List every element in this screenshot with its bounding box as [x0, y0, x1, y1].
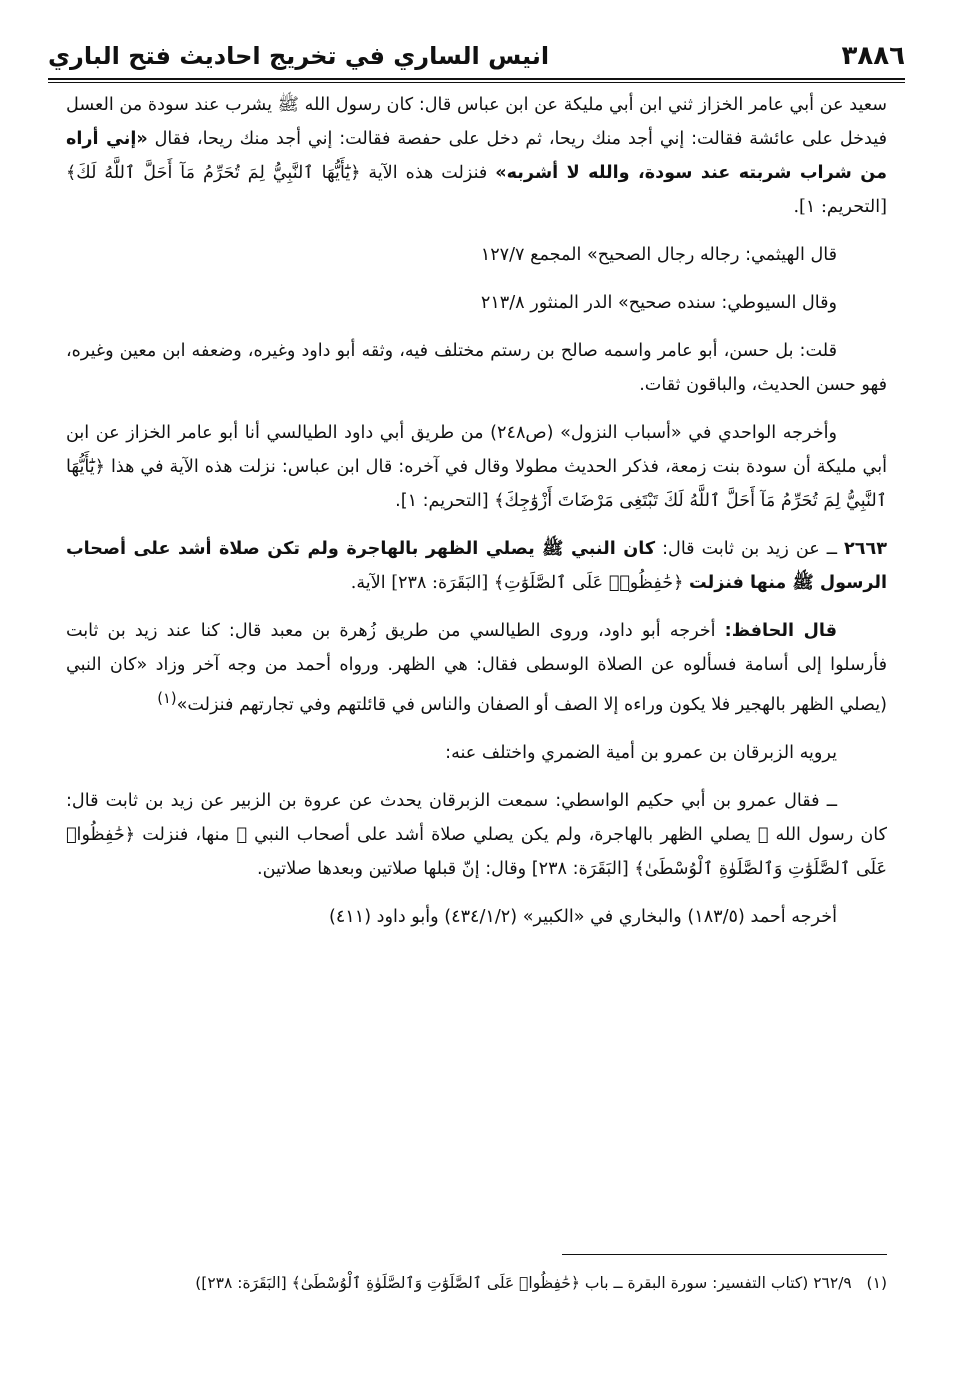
- hadith-number: ٢٦٦٣: [844, 539, 887, 559]
- paragraph-amr-narration: ــ فقال عمرو بن أبي حكيم الواسطي: سمعت الزبرقان يحدث عن عروة بن الزبير عن زيد بن ثابت قال: كان رسول الله ﷺ يصلي الظهر بالهاجرة، ولم يكن يصلي صلاة أشد على أصحاب النبي ﷺ منها، فنزلت ﴿حَٰفِظُوا۟ عَلَى ٱلصَّلَوَٰتِ وَٱلصَّلَوٰةِ ٱلْوُسْطَىٰ﴾ [البَقَرَة: ٢٣٨] وقال: إنّ قبلها صلاتين وبعدها صلاتين.: [66, 790, 887, 879]
- running-header: [48, 36, 905, 76]
- paragraph-suyuti: وقال السيوطي: سنده صحيح» الدر المنثور ٢١٣/٨: [480, 293, 837, 313]
- header-rule: [48, 78, 905, 83]
- book-title: انيس الساري في تخريج احاديث فتح الباري: [48, 42, 550, 70]
- paragraph-hafiz: [66, 614, 887, 722]
- paragraph-wahidi: وأخرجه الواحدي في «أسباب النزول» (ص٢٤٨) من طريق أبي داود الطيالسي أنا أبو عامر الخزاز عن ابن أبي مليكة أن سودة بنت زمعة، فذكر الحديث مطولا وقال في آخره: قال ابن عباس: نزلت هذه الآية في هذا ﴿يَٰٓأَيُّهَا ٱلنَّبِيُّ لِمَ تُحَرِّمُ مَآ أَحَلَّ ٱللَّهُ لَكَ تَبْتَغِى مَرْضَاتَ أَزْوَٰجِكَ﴾ [التحريم: ١].: [66, 423, 887, 511]
- footnote: [66, 1268, 887, 1298]
- hadith-text: كان النبي ﷺ يصلي الظهر بالهاجرة ولم تكن صلاة أشد على أصحاب الرسول ﷺ منها فنزلت: [66, 539, 887, 593]
- paragraph-text: سعيد عن أبي عامر الخزاز ثني ابن أبي مليكة عن ابن عباس قال: كان رسول الله ﷺ يشرب عند سودة من العسل فيدخل على عائشة فقالت: إني أجد منك ريحا، ثم دخل على حفصة فقالت: إني أجد منك ريحا، فقال: [66, 95, 887, 149]
- paragraph-zibriqan: يرويه الزبرقان بن عمرو بن أمية الضمري واختلف عنه:: [445, 742, 837, 763]
- paragraph-text: أخرجه أبو داود، وروى الطيالسي من طريق زُهرة بن معبد قال: كنا عند زيد بن ثابت فأرسلوا إلى أسامة فسألوه عن الصلاة الوسطى فقال: هي الظهر. ورواه أحمد من وجه آخر وزاد «كان النبي (يصلي الظهر بالهجير فلا يكون وراءه إلا الصف أو الصفان والناس في قائلتهم وفي تجارتهم فنزلت»: [66, 621, 887, 715]
- verse-citation: فنزلت هذه الآية ﴿يَٰٓأَيُّهَا ٱلنَّبِيُّ لِمَ تُحَرِّمُ مَآ أَحَلَّ ٱللَّهُ لَكَ﴾ [التحريم: ١].: [66, 163, 887, 217]
- paragraph-author-note: قلت: بل حسن، أبو عامر واسمه صالح بن رستم مختلف فيه، وثقه أبو داود وغيره، وضعفه ابن معين وغيره، فهو حسن الحديث، والباقون ثقات.: [66, 341, 887, 395]
- hafiz-label: قال الحافظ:: [724, 621, 837, 641]
- hadith-2663: [66, 532, 887, 600]
- bold-quote: «إني أراه من شراب شربته عند سودة، والله لا أشربه»: [66, 129, 888, 183]
- footnote-marker: (١): [157, 690, 177, 707]
- page-number: ٣٨٨٦: [841, 41, 905, 71]
- hadith-lead: ــ عن زيد بن ثابت قال:: [655, 539, 845, 559]
- paragraph-haythami: قال الهيثمي: رجاله رجال الصحيح» المجمع ١٢٧/٧: [480, 245, 837, 265]
- footnote-rule: [562, 1254, 887, 1255]
- paragraph-takhrij: أخرجه أحمد (١٨٣/٥) والبخاري في «الكبير» (٤٣٤/١/٢) وأبو داود (٤١١): [328, 906, 837, 927]
- page-body: [66, 88, 887, 934]
- verse-citation: ﴿حَٰفِظُوا۟ عَلَى ٱلصَّلَوَٰتِ﴾ [البَقَرَة: ٢٣٨] الآية.: [350, 573, 690, 593]
- footnote-text: ٢٦٢/٩ (كتاب التفسير: سورة البقرة ــ باب ﴿حَٰفِظُوا۟ عَلَى ٱلصَّلَوَٰتِ وَٱلصَّلَوٰةِ ٱلْوُسْطَىٰ﴾ [البَقَرَة: ٢٣٨]): [195, 1274, 852, 1292]
- footnote-number: (١): [866, 1274, 887, 1292]
- paragraph-hadith-continuation: [66, 88, 887, 224]
